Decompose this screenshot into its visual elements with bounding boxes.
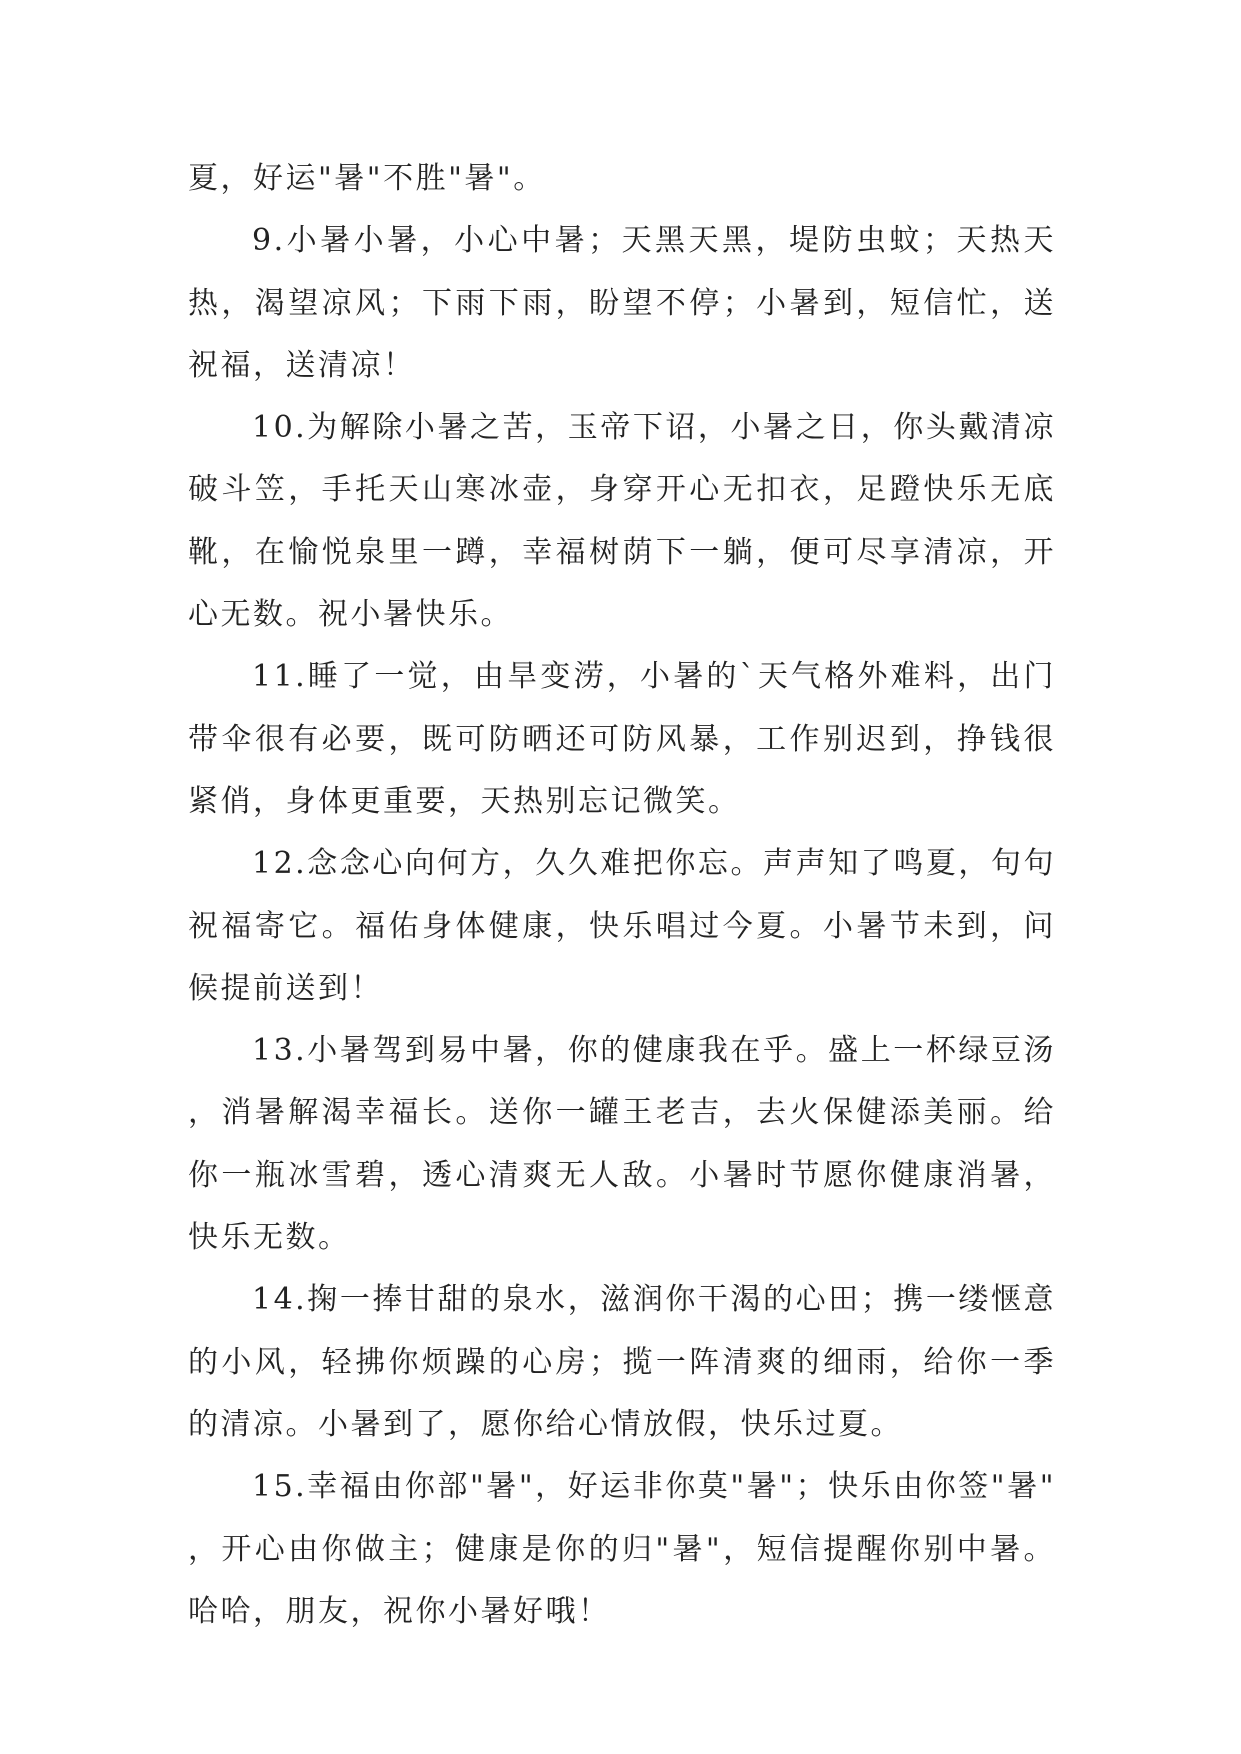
- paragraph-item-11: 11.睡了一觉，由旱变涝，小暑的`天气格外难料，出门带伞很有必要，既可防晒还可防风暴，工作别迟到，挣钱很紧俏，身体更重要，天热别忘记微笑。: [188, 659, 1056, 819]
- paragraph-continuation: 夏，好运"暑"不胜"暑"。: [188, 161, 546, 196]
- paragraph-item-15: 15.幸福由你部"暑"，好运非你莫"暑"；快乐由你签"暑"，开心由你做主；健康是你的归"暑"，短信提醒你别中暑。哈哈，朋友，祝你小暑好哦！: [188, 1469, 1056, 1629]
- document-body: [188, 148, 1056, 1643]
- paragraph-item-9: 9.小暑小暑，小心中暑；天黑天黑，堤防虫蚊；天热天热，渴望凉风；下雨下雨，盼望不停；小暑到，短信忙，送祝福，送清凉！: [188, 223, 1056, 383]
- paragraph-item-13: 13.小暑驾到易中暑，你的健康我在乎。盛上一杯绿豆汤，消暑解渴幸福长。送你一罐王老吉，去火保健添美丽。给你一瓶冰雪碧，透心清爽无人敌。小暑时节愿你健康消暑，快乐无数。: [188, 1033, 1056, 1256]
- paragraph-item-14: 14.掬一捧甘甜的泉水，滋润你干渴的心田；携一缕惬意的小风，轻拂你烦躁的心房；揽一阵清爽的细雨，给你一季的清凉。小暑到了，愿你给心情放假，快乐过夏。: [188, 1282, 1056, 1442]
- paragraph-item-12: 12.念念心向何方，久久难把你忘。声声知了鸣夏，句句祝福寄它。福佑身体健康，快乐唱过今夏。小暑节未到，问候提前送到！: [188, 846, 1056, 1006]
- paragraph-item-10: 10.为解除小暑之苦，玉帝下诏，小暑之日，你头戴清凉破斗笠，手托天山寒冰壶，身穿开心无扣衣，足蹬快乐无底靴，在愉悦泉里一蹲，幸福树荫下一躺，便可尽享清凉，开心无数。祝小暑快乐。: [188, 410, 1056, 633]
